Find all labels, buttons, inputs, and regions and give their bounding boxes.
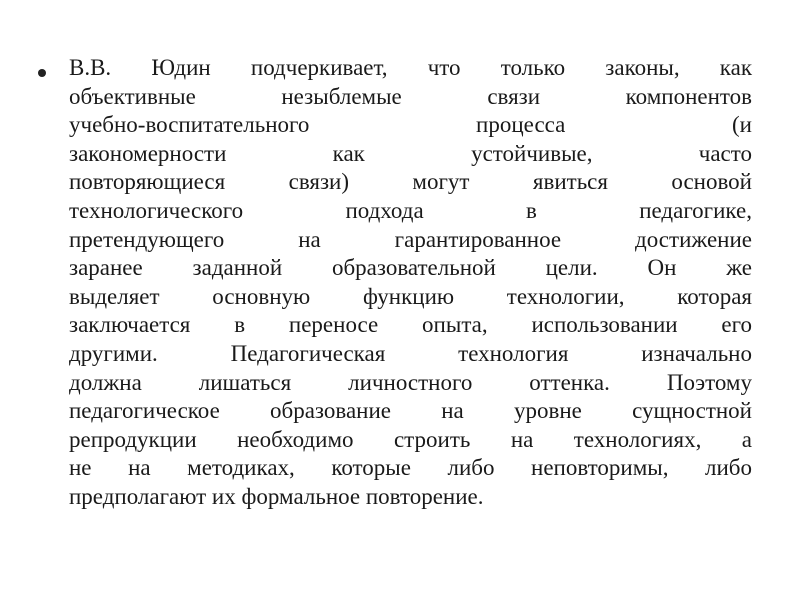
text-line: заранее заданной образовательной цели. Он же <box>69 255 752 281</box>
text-line: не на методиках, которые либо неповторимы, либо <box>69 455 752 481</box>
text-line: повторяющиеся связи) могут явиться основой <box>69 169 752 195</box>
text-line: предполагают их формальное повторение. <box>69 483 484 509</box>
text-line: заключается в переносе опыта, использовании его <box>69 312 752 338</box>
text-line: другими. Педагогическая технология изначально <box>69 340 752 366</box>
text-line: В.В. Юдин подчеркивает, что только законы, как <box>69 55 752 80</box>
text-line: технологического подхода в педагогике, <box>69 197 752 223</box>
text-line: объективные незыблемые связи компонентов <box>69 83 752 109</box>
bullet-dot-icon <box>38 69 46 77</box>
text-line: педагогическое образование на уровне сущностной <box>69 398 752 424</box>
text-line: репродукции необходимо строить на технологиях, а <box>69 426 752 452</box>
text-line: должна лишаться личностного оттенка. Поэтому <box>69 369 752 395</box>
bullet-list <box>38 54 752 512</box>
text-line: учебно-воспитательного процесса (и <box>69 112 752 138</box>
bullet-item <box>38 54 752 512</box>
text-line: выделяет основную функцию технологии, которая <box>69 283 752 309</box>
text-line: претендующего на гарантированное достижение <box>69 226 752 252</box>
text-line: закономерности как устойчивые, часто <box>69 140 752 166</box>
